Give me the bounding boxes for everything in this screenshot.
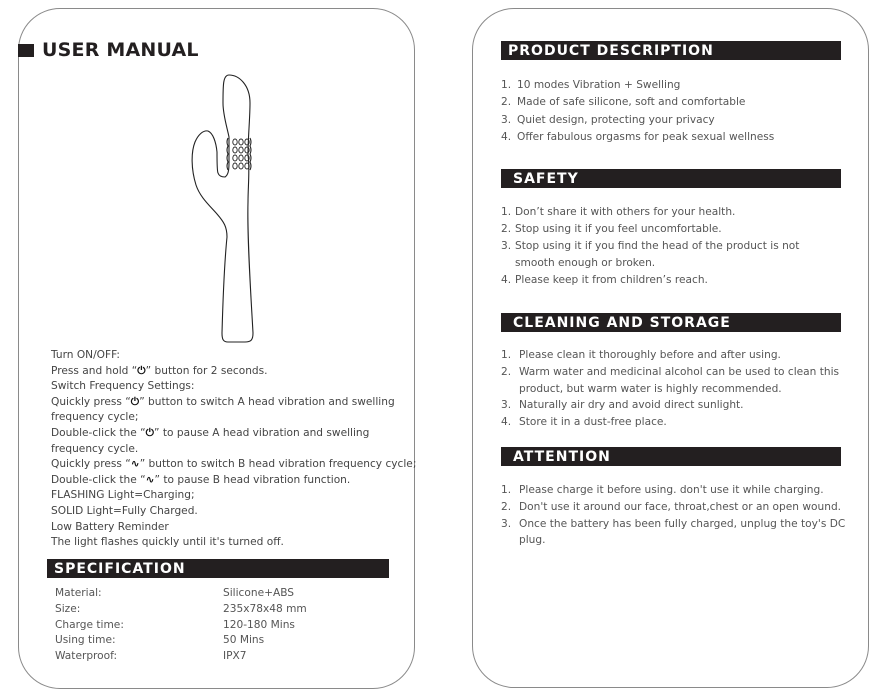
item-number: 1. bbox=[501, 79, 512, 91]
item-text: Warm water and medicinal alcohol can be used to clean this product, but warm water is highly recommended. bbox=[519, 365, 840, 395]
power-icon: ⏻ bbox=[145, 426, 155, 439]
instruction-text: ” to pause B head vibration function. bbox=[154, 473, 351, 486]
instruction-text: Double-click the “ bbox=[51, 426, 146, 439]
list-item bbox=[501, 347, 841, 364]
product-outline-illustration bbox=[174, 67, 284, 352]
list-item bbox=[501, 499, 846, 516]
instruction-text: ” to pause A head vibration and swelling bbox=[154, 426, 370, 439]
instruction-line: frequency cycle. bbox=[51, 442, 139, 455]
instruction-text: Quickly press “ bbox=[51, 395, 131, 408]
instruction-line: frequency cycle; bbox=[51, 411, 139, 424]
instruction-line: Turn ON/OFF: bbox=[51, 349, 120, 361]
instruction-line bbox=[51, 457, 417, 473]
item-number: 3. bbox=[501, 113, 512, 126]
instruction-text: Double-click the “ bbox=[51, 473, 146, 486]
cleaning-storage-header: CLEANING AND STORAGE bbox=[501, 313, 841, 332]
spec-row bbox=[55, 649, 307, 665]
list-item bbox=[501, 77, 841, 94]
instruction-line: The light flashes quickly until it's turned off. bbox=[51, 536, 284, 549]
instruction-line bbox=[51, 364, 401, 380]
item-number: 1. bbox=[501, 349, 512, 361]
left-page-card bbox=[18, 8, 415, 689]
item-number: 1. bbox=[501, 206, 512, 218]
specification-header: SPECIFICATION bbox=[47, 559, 389, 578]
specification-table bbox=[55, 586, 307, 665]
item-text: Don’t share it with others for your health. bbox=[515, 206, 736, 218]
item-text: Made of safe silicone, soft and comfortable bbox=[517, 96, 746, 109]
safety-header: SAFETY bbox=[501, 169, 841, 188]
item-number: 2. bbox=[501, 223, 512, 235]
wave-icon: ∿ bbox=[130, 458, 140, 471]
page-title: USER MANUAL bbox=[42, 39, 199, 61]
right-page-card bbox=[472, 8, 869, 688]
item-text: Don't use it around our face, throat,chest or an open wound. bbox=[519, 500, 842, 513]
item-text: Stop using it if you feel uncomfortable. bbox=[515, 223, 722, 235]
spec-value: 50 Mins bbox=[223, 634, 265, 647]
instruction-line bbox=[51, 426, 401, 442]
instruction-text: Quickly press “ bbox=[51, 458, 131, 471]
item-number: 4. bbox=[501, 274, 512, 286]
item-text: Stop using it if you find the head of the product is not smooth enough or broken. bbox=[515, 240, 800, 269]
item-number: 3. bbox=[501, 240, 512, 252]
item-text: Please keep it from children’s reach. bbox=[515, 274, 708, 286]
item-text: Please clean it thoroughly before and after using. bbox=[519, 349, 781, 361]
item-text: Store it in a dust-free place. bbox=[519, 416, 667, 429]
spec-value: Silicone+ABS bbox=[223, 587, 295, 599]
list-item bbox=[501, 397, 841, 414]
item-number: 1. bbox=[501, 484, 512, 496]
instruction-line: Switch Frequency Settings: bbox=[51, 380, 195, 393]
instruction-line: Low Battery Reminder bbox=[51, 520, 169, 533]
instruction-line bbox=[51, 473, 401, 489]
spec-label: Charge time: bbox=[55, 618, 124, 631]
spec-value: 235x78x48 mm bbox=[223, 602, 307, 615]
list-item bbox=[501, 482, 846, 499]
item-text: Offer fabulous orgasms for peak sexual wellness bbox=[517, 130, 775, 143]
spec-label: Size: bbox=[55, 602, 81, 615]
product-description-list bbox=[501, 77, 841, 146]
list-item bbox=[501, 221, 841, 238]
item-number: 2. bbox=[501, 365, 512, 378]
instruction-line bbox=[51, 395, 401, 411]
instruction-text: ” button for 2 seconds. bbox=[145, 364, 268, 377]
spec-label: Using time: bbox=[55, 634, 116, 647]
instruction-line: SOLID Light=Fully Charged. bbox=[51, 504, 198, 517]
wave-icon: ∿ bbox=[145, 473, 155, 486]
instruction-text: ” button to switch A head vibration and swelling bbox=[139, 395, 395, 408]
list-item bbox=[501, 238, 841, 272]
instruction-line: FLASHING Light=Charging; bbox=[51, 489, 195, 502]
power-icon: ⏻ bbox=[137, 364, 146, 377]
item-text: Quiet design, protecting your privacy bbox=[517, 113, 715, 126]
item-number: 3. bbox=[501, 517, 512, 530]
item-number: 2. bbox=[501, 500, 512, 513]
item-number: 2. bbox=[501, 96, 512, 109]
instruction-text: Press and hold “ bbox=[51, 364, 138, 377]
title-square-marker bbox=[18, 44, 34, 57]
power-icon: ⏻ bbox=[130, 395, 140, 408]
item-text: 10 modes Vibration + Swelling bbox=[517, 79, 681, 91]
item-number: 3. bbox=[501, 399, 512, 412]
list-item bbox=[501, 414, 841, 431]
spec-value: IPX7 bbox=[223, 650, 247, 663]
list-item bbox=[501, 516, 846, 550]
spec-label: Material: bbox=[55, 587, 102, 599]
product-description-header: PRODUCT DESCRIPTION bbox=[501, 41, 841, 60]
item-text: Please charge it before using. don't use it while charging. bbox=[519, 484, 824, 496]
item-number: 4. bbox=[501, 130, 512, 143]
item-number: 4. bbox=[501, 416, 512, 429]
spec-row bbox=[55, 602, 307, 618]
safety-list bbox=[501, 204, 841, 289]
spec-value: 120-180 Mins bbox=[223, 618, 295, 631]
cleaning-storage-list bbox=[501, 347, 841, 431]
instruction-text: ” button to switch B head vibration frequency cycle; bbox=[139, 458, 417, 471]
attention-header: ATTENTION bbox=[501, 447, 841, 466]
spec-row bbox=[55, 618, 307, 634]
spec-row bbox=[55, 586, 307, 602]
attention-list bbox=[501, 482, 846, 549]
list-item bbox=[501, 204, 841, 221]
item-text: Naturally air dry and avoid direct sunlight. bbox=[519, 399, 744, 412]
list-item bbox=[501, 364, 841, 398]
spec-row bbox=[55, 633, 307, 649]
list-item bbox=[501, 94, 841, 111]
list-item bbox=[501, 272, 841, 289]
list-item bbox=[501, 129, 841, 146]
spec-label: Waterproof: bbox=[55, 650, 118, 663]
item-text: Once the battery has been fully charged, unplug the toy's DC plug. bbox=[519, 517, 846, 547]
list-item bbox=[501, 112, 841, 129]
operation-instructions bbox=[51, 348, 417, 551]
user-manual-title bbox=[19, 39, 199, 61]
